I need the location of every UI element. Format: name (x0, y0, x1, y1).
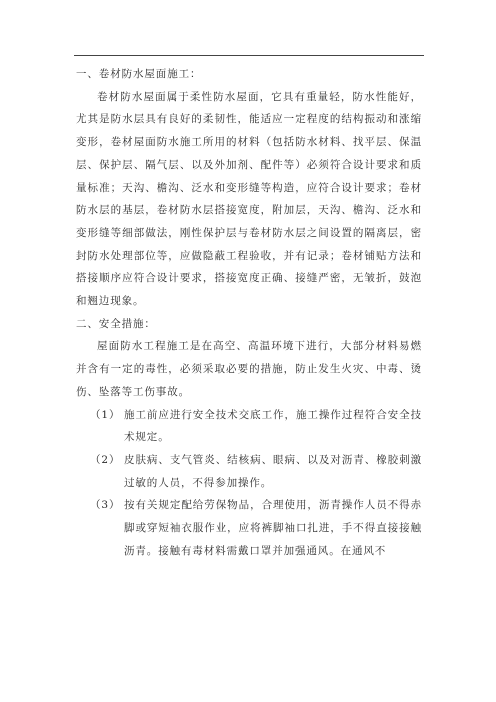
section-2-paragraph: 屋面防水工程施工是在高空、高温环境下进行，大部分材料易燃并含有一定的毒性，必须采取必要的措施，防止发生火灾、中毒、烫伤、坠落等工伤事故。 (76, 340, 422, 398)
list-item-text: 按有关规定配给劳保物品，合理使用，沥青操作人员不得赤脚或穿短袖衣服作业，应将裤脚袖口扎进，手不得直接接触沥青。接触有毒材料需戴口罩并加强通风。在通风不 (124, 499, 422, 557)
section-1-paragraph: 卷材防水屋面属于柔性防水屋面，它具有重量轻，防水性能好，尤其是防水层具有良好的柔韧性，能适应一定程度的结构振动和涨缩变形，卷材屋面防水施工所用的材料（包括防水材料、找平层、保温层、保护层、隔气层、以及外加剂、配件等）必须符合设计要求和质量标准；天沟、檐沟、泛水和变形缝等构造，应符合设计要求；卷材防水层的基层，卷材防水层搭接宽度，附加层，天沟、檐沟、泛水和变形缝等细部做法，刚性保护层与卷材防水层之间设置的隔离层，密封防水处理部位等，应做隐蔽工程验收，并有记录；卷材铺贴方法和搭接顺序应符合设计要求，搭接宽度正确、接缝严密，无皱折，鼓泡和翘边现象。 (76, 90, 422, 308)
list-item-number: （2） (90, 453, 121, 466)
list-item-1 (76, 404, 422, 449)
list-item-number: （1） (90, 408, 121, 421)
list-item-text: 施工前应进行安全技术交底工作，施工操作过程符合安全技术规定。 (124, 408, 422, 444)
list-item-3 (76, 494, 422, 562)
list-item-text: 皮肤病、支气管炎、结核病、眼病、以及对沥青、橡胶刺激过敏的人员，不得参加操作。 (124, 453, 422, 489)
section-1-heading: 一、卷材防水屋面施工： (76, 68, 202, 80)
list-item-number: （3） (90, 499, 121, 512)
list-item-2 (76, 449, 422, 494)
document-body (76, 63, 422, 562)
section-2-heading: 二、安全措施： (76, 317, 156, 330)
header-rule (74, 55, 424, 56)
